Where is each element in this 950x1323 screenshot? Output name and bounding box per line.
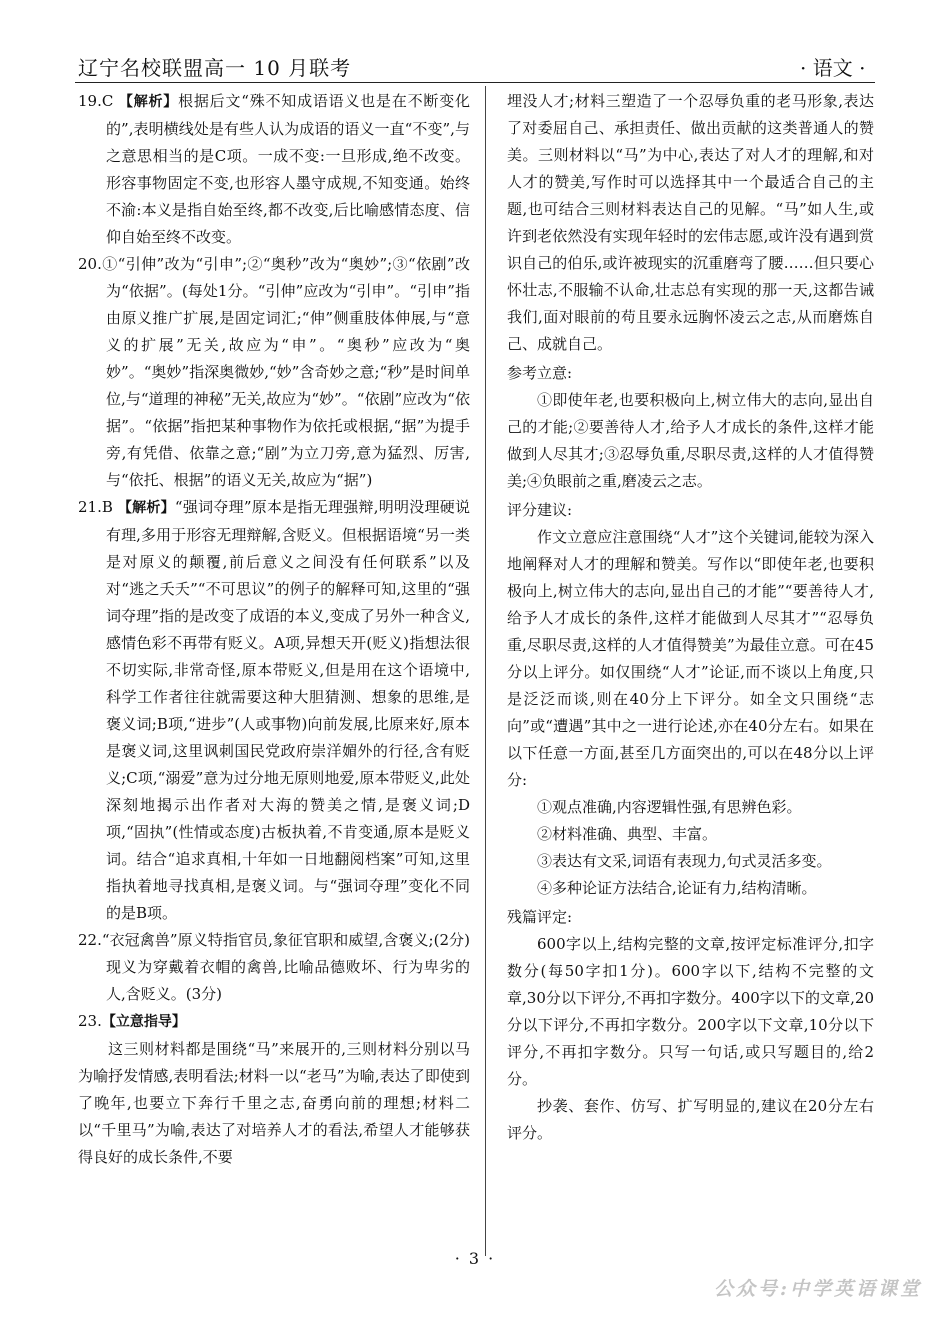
answer-19 [78,88,470,251]
criterion-item: ②材料准确、典型、丰富。 [537,825,718,843]
left-column [78,88,470,1171]
answer-22-number: 22. [78,931,102,949]
criterion-item: ④多种论证方法结合,论证有力,结构清晰。 [537,879,817,897]
answer-21-number: 21.B [78,498,113,516]
answer-23-number: 23. [78,1012,102,1030]
analysis-tag: 【解析】 [117,500,175,516]
analysis-tag: 【解析】 [118,94,179,110]
criterion-item: ③表达有文采,词语有表现力,句式灵活多变。 [537,852,832,870]
incomplete-label: 残篇评定: [507,908,573,926]
answer-20-number: 20. [78,255,102,273]
answer-20 [78,251,470,494]
criterion-item: ①观点准确,内容逻辑性强,有思辨色彩。 [537,798,802,816]
reference-text: ①即使年老,也要积极向上,树立伟大的志向,显出自己的才能;②要善待人才,给予人才成长的条件,这样才能做到人尽其才;③忍辱负重,尽职尽责,这样的人才值得赞美;④负眼前之重,磨凌云之志。 [507,391,874,490]
plagiarism-text: 抄袭、套作、仿写、扩写明显的,建议在20分左右评分。 [507,1097,874,1142]
answer-23-heading [78,1008,470,1036]
page-number: · 3 · [454,1249,496,1268]
reference-label: 参考立意: [507,364,573,382]
watermark: 公众号:中学英语课堂 [714,1278,923,1300]
column-divider [485,86,486,1256]
scoring-label: 评分建议: [507,501,573,519]
header-rule [75,82,875,83]
answer-23-continuation: 埋没人才;材料三塑造了一个忍辱负重的老马形象,表达了对委屈自己、承担责任、做出贡献的这类普通人的赞美。三则材料以“马”为中心,表达了对人才的理解,和对人才的赞美,写作时可以选择其中一个最适合自己的主题,也可结合三则材料表达自己的见解。“马”如人生,或许到老依然没有实现年轻时的宏伟志愿,或许没有遇到赏识自己的伯乐,或许被现实的沉重磨弯了腰……但只要心怀壮志,不服输不认命,壮志总有实现的那一天,这都告诫我们,面对眼前的苟且要永远胸怀凌云之志,从而磨炼自己、成就自己。 [507,92,874,353]
answer-21-text: “强词夺理”原本是指无理强辩,明明没理硬说有理,多用于形容无理辩解,含贬义。但根据语境“另一类是对原义的颠覆,前后意义之间没有任何联系”以及对“逃之夭夭”“不可思议”的例子的解释可知,这里的“强词夺理”指的是改变了成语的本义,变成了另外一种含义,感情色彩不再带有贬义。A项,异想天开(贬义)指想法很不切实际,非常奇怪,原本带贬义,但是用在这个语境中,科学工作者往往就需要这种大胆猜测、想象的思维,是褒义词;B项,“进步”(人或事物)向前发展,比原来好,原本是褒义词,这里讽刺国民党政府崇洋媚外的行径,含有贬义;C项,“溺爱”意为过分地无原则地爱,原本带贬义,此处深刻地揭示出作者对大海的赞美之情,是褒义词;D项,“固执”(性情或态度)古板执着,不肯变通,原本是贬义词。结合“追求真相,十年如一日地翻阅档案”可知,这里指执着地寻找真相,是褒义词。与“强词夺理”变化不同的是B项。 [106,498,471,922]
subject-label: · 语文 · [800,56,866,80]
incomplete-text: 600字以上,结构完整的文章,按评定标准评分,扣字数分(每50字扣1分)。600字以下,结构不完整的文章,30分以下评分,不再扣字数分。400字以下的文章,20分以下评分,不再扣字数分。200字以下文章,10分以下评分,不再扣字数分。只写一句话,或只写题目的,给2分。 [507,935,874,1088]
exam-title: 辽宁名校联盟高一 10 月联考 [78,56,352,80]
answer-21 [78,494,470,927]
guidance-tag: 【立意指导】 [101,1014,186,1030]
right-column [507,88,874,1147]
answer-19-text: 根据后文“殊不知成语语义也是在不断变化的”,表明横线处是有些人认为成语的语义一直“不变”,与之意思相当的是C项。一成不变:一旦形成,绝不改变。形容事物固定不变,也形容人墨守成规,不知变通。始终不渝:本义是指自始至终,都不改变,后比喻感情态度、信仰自始至终不改变。 [106,92,470,246]
scoring-text: 作文立意应注意围绕“人才”这个关键词,能较为深入地阐释对人才的理解和赞美。写作以“即使年老,也要积极向上,树立伟大的志向,显出自己的才能”“要善待人才,给予人才成长的条件,这样才能做到人尽其才”“忍辱负重,尽职尽责,这样的人才值得赞美”为最佳立意。可在45分以上评分。如仅围绕“人才”论证,而不谈以上角度,只是泛泛而谈,则在40分上下评分。如全文只围绕“志向”或“遭遇”其中之一进行论述,亦在40分左右。如果在以下任意一方面,甚至几方面突出的,可以在48分以上评分: [507,528,874,789]
answer-22 [78,927,470,1008]
answer-23-text: 这三则材料都是围绕“马”来展开的,三则材料分别以马为喻抒发情感,表明看法;材料一以“老马”为喻,表达了即使到了晚年,也要立下奔行千里之志,奋勇向前的理想;材料二以“千里马”为喻,表达了对培养人才的看法,希望人才能够获得良好的成长条件,不要 [78,1040,470,1166]
answer-22-text: “衣冠禽兽”原义特指官员,象征官职和威望,含褒义;(2分)现义为穿戴着衣帽的禽兽,比喻品德败坏、行为卑劣的人,含贬义。(3分) [101,931,470,1003]
answer-19-number: 19.C [78,92,114,110]
answer-20-text: ①“引伸”改为“引申”;②“奥秒”改为“奥妙”;③“依剧”改为“依据”。(每处1分。“引伸”应改为“引申”。“引申”指由原义推广扩展,是固定词汇;“伸”侧重肢体伸展,与“意义的扩展”无关,故应为“申”。“奥秒”应改为“奥妙”。“奥妙”指深奥微妙,“妙”含奇妙之意;“秒”是时间单位,与“道理的神秘”无关,故应为“妙”。“依剧”应改为“依据”。“依据”指把某种事物作为依托或根据,“据”为提手旁,有凭借、依靠之意;“剧”为立刀旁,意为猛烈、厉害,与“依托、根据”的语义无关,故应为“据”) [101,255,470,489]
